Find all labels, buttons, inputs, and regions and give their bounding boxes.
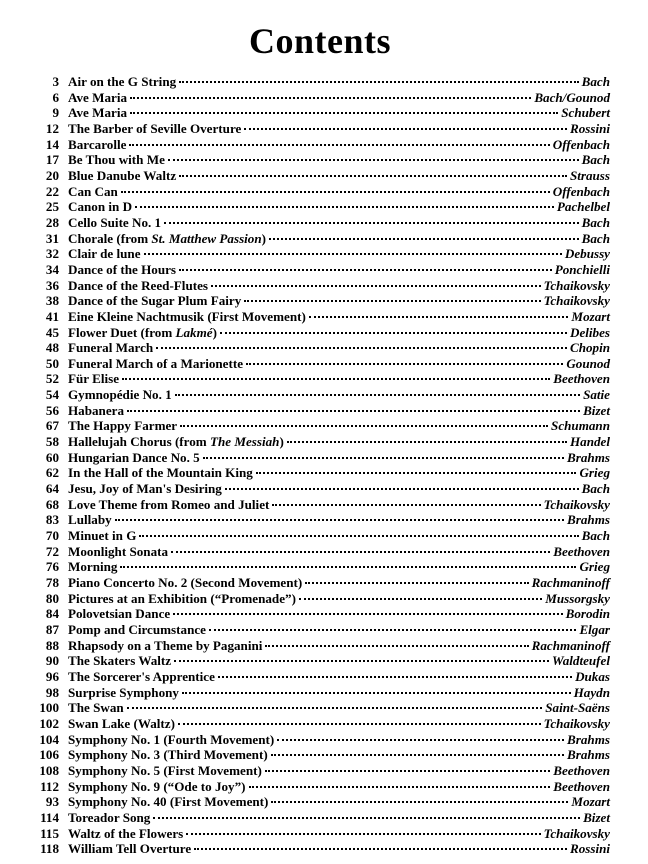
toc-entry (28, 340, 612, 356)
toc-entry (28, 779, 612, 795)
toc-title: Polovetsian Dance (68, 606, 171, 622)
toc-composer: Mozart (571, 794, 610, 810)
toc-title: Love Theme from Romeo and Juliet (68, 496, 270, 512)
toc-composer: Bizet (583, 809, 610, 825)
toc-entry (28, 810, 612, 826)
toc-entry (28, 231, 612, 247)
toc-page-number: 38 (45, 293, 59, 309)
dot-leader (171, 551, 550, 553)
toc-page-number: 100 (39, 700, 59, 716)
toc-title-part: ) (261, 230, 267, 246)
toc-entry (28, 356, 612, 372)
toc-composer: Mussorgsky (545, 590, 610, 606)
toc-composer: Grieg (579, 559, 610, 575)
toc-composer: Tchaikovsky (543, 825, 610, 841)
toc-composer: Strauss (569, 167, 610, 183)
toc-title: Hungarian Dance No. 5 (68, 449, 200, 465)
dot-leader (244, 300, 540, 302)
dot-leader (256, 472, 577, 474)
toc-title-part: Chorale (from (68, 230, 152, 246)
toc-list (28, 74, 612, 857)
dot-leader (299, 598, 542, 600)
toc-entry (28, 434, 612, 450)
toc-composer: Beethoven (553, 371, 610, 387)
toc-title (68, 434, 284, 450)
dot-leader (271, 801, 568, 803)
toc-page-number: 20 (45, 167, 59, 183)
toc-entry (28, 732, 612, 748)
toc-composer: Beethoven (553, 762, 610, 778)
dot-leader (180, 425, 548, 427)
dot-leader (272, 504, 540, 506)
toc-title-italic-part: St. Matthew Passion (151, 230, 262, 246)
toc-title: Dance of the Reed-Flutes (68, 277, 208, 293)
toc-page-number: 52 (45, 371, 59, 387)
toc-composer: Bach (581, 230, 610, 246)
toc-composer: Beethoven (553, 543, 610, 559)
toc-page-number: 88 (45, 637, 59, 653)
toc-page-number: 76 (45, 559, 59, 575)
toc-page-number: 104 (39, 731, 59, 747)
toc-page-number: 108 (39, 762, 59, 778)
dot-leader (271, 754, 564, 756)
dot-leader (265, 770, 550, 772)
toc-title: Waltz of the Flowers (68, 825, 184, 841)
toc-composer: Tchaikovsky (543, 496, 610, 512)
toc-composer: Haydn (573, 684, 610, 700)
toc-entry (28, 544, 612, 560)
toc-entry (28, 685, 612, 701)
toc-title: Moonlight Sonata (68, 543, 169, 559)
toc-composer: Debussy (564, 246, 610, 262)
toc-page-number: 80 (45, 590, 59, 606)
dot-leader (120, 566, 576, 568)
toc-entry (28, 653, 612, 669)
toc-page-number: 48 (45, 340, 59, 356)
dot-leader (220, 332, 567, 334)
dot-leader (182, 692, 571, 694)
toc-composer: Brahms (567, 731, 610, 747)
toc-title: Dance of the Sugar Plum Fairy (68, 293, 242, 309)
toc-page-number: 67 (45, 418, 59, 434)
toc-entry (28, 309, 612, 325)
toc-composer: Schubert (561, 105, 610, 121)
toc-composer: Rachmaninoff (531, 575, 610, 590)
toc-title: Swan Lake (Waltz) (68, 715, 175, 731)
toc-page-number: 93 (45, 794, 59, 810)
toc-page-number: 68 (45, 496, 59, 512)
toc-entry (28, 591, 612, 607)
dot-leader (287, 441, 567, 443)
toc-page-number: 58 (45, 434, 59, 450)
toc-page-number: 83 (45, 512, 59, 528)
toc-entry (28, 137, 612, 153)
toc-page-number: 28 (45, 214, 59, 230)
toc-title: Canon in D (68, 199, 133, 215)
toc-composer: Bach (581, 481, 610, 497)
toc-composer: Handel (569, 434, 610, 450)
toc-entry (28, 465, 612, 481)
toc-page-number: 3 (52, 74, 59, 89)
toc-page-number: 78 (45, 575, 59, 590)
toc-composer: Elgar (579, 621, 610, 637)
toc-composer: Rossini (569, 120, 610, 136)
dot-leader (156, 347, 567, 349)
toc-title: Symphony No. 40 (First Movement) (68, 794, 269, 810)
toc-entry (28, 826, 612, 842)
toc-entry (28, 481, 612, 497)
dot-leader (218, 676, 572, 678)
toc-page-number: 106 (39, 747, 59, 763)
toc-title (68, 231, 266, 247)
toc-composer: Bach (581, 74, 610, 89)
toc-page-number: 84 (45, 606, 59, 622)
toc-entry (28, 325, 612, 341)
dot-leader (173, 613, 562, 615)
toc-title: Eine Kleine Nachtmusik (First Movement) (68, 308, 306, 324)
toc-page-number: 72 (45, 543, 59, 559)
toc-page-number: 36 (45, 277, 59, 293)
toc-composer: Brahms (567, 449, 610, 465)
toc-title: Funeral March (68, 340, 154, 356)
dot-leader (139, 535, 578, 537)
toc-title: Dance of the Hours (68, 261, 177, 277)
toc-page-number: 118 (40, 841, 59, 857)
dot-leader (309, 316, 569, 318)
toc-composer: Offenbach (552, 136, 610, 152)
dot-leader (305, 582, 528, 584)
toc-composer: Mozart (571, 308, 610, 324)
toc-title: Can Can (68, 183, 118, 199)
dot-leader (211, 285, 541, 287)
dot-leader (246, 363, 563, 365)
toc-title: Pictures at an Exhibition (“Promenade”) (68, 590, 296, 606)
toc-title: Barcarolle (68, 136, 127, 152)
dot-leader (179, 269, 552, 271)
dot-leader (115, 519, 564, 521)
toc-title: Clair de lune (68, 246, 141, 262)
toc-page-number: 25 (45, 199, 59, 215)
toc-composer: Bach (581, 214, 610, 230)
toc-composer: Bizet (583, 402, 610, 418)
toc-page-number: 96 (45, 668, 59, 684)
dot-leader (130, 97, 531, 99)
toc-composer: Tchaikovsky (543, 293, 610, 309)
toc-composer: Bach (581, 528, 610, 544)
toc-title: The Swan (68, 700, 124, 716)
dot-leader (174, 660, 549, 662)
toc-page-number: 50 (45, 355, 59, 371)
toc-title: Rhapsody on a Theme by Paganini (68, 637, 263, 653)
toc-composer: Waldteufel (552, 653, 610, 669)
toc-title: Air on the G String (68, 74, 177, 89)
toc-page-number: 62 (45, 465, 59, 481)
toc-title: Jesu, Joy of Man's Desiring (68, 481, 222, 497)
toc-entry (28, 716, 612, 732)
toc-composer: Borodin (565, 606, 610, 622)
toc-title-part: ) (212, 324, 217, 340)
toc-title: Funeral March of a Marionette (68, 355, 244, 371)
dot-leader (249, 786, 551, 788)
toc-entry (28, 606, 612, 622)
toc-title-part: ) (279, 434, 284, 450)
toc-entry (28, 497, 612, 513)
toc-composer: Gounod (566, 355, 610, 371)
toc-title: Toreador Song (68, 809, 151, 825)
toc-title: Ave Maria (68, 89, 128, 105)
dot-leader (244, 128, 567, 130)
toc-composer: Grieg (579, 465, 610, 481)
toc-title: The Barber of Seville Overture (68, 120, 242, 136)
dot-leader (129, 144, 549, 146)
toc-title (68, 325, 217, 341)
toc-title: Lullaby (68, 512, 112, 528)
toc-page-number: 14 (45, 136, 59, 152)
toc-title: The Happy Farmer (68, 418, 178, 434)
toc-page-number: 70 (45, 528, 59, 544)
toc-composer: Offenbach (552, 183, 610, 199)
dot-leader (186, 833, 540, 835)
toc-page-number: 45 (45, 324, 59, 340)
toc-entry (28, 403, 612, 419)
toc-title: Pomp and Circumstance (68, 621, 206, 637)
toc-page-number: 98 (45, 684, 59, 700)
dot-leader (121, 191, 550, 193)
page-title: Contents (248, 21, 391, 61)
dot-leader (277, 739, 564, 741)
dot-leader (209, 629, 576, 631)
toc-composer: Delibes (570, 324, 610, 340)
toc-title: Minuet in G (68, 528, 137, 544)
dot-leader (127, 707, 543, 709)
dot-leader (179, 175, 567, 177)
toc-entry (28, 418, 612, 434)
toc-entry (28, 841, 612, 857)
toc-page-number: 90 (45, 653, 59, 669)
toc-page-number: 114 (40, 809, 59, 825)
toc-page-number: 41 (45, 308, 59, 324)
dot-leader (175, 394, 580, 396)
toc-title: The Skaters Waltz (68, 653, 172, 669)
toc-page-number: 54 (45, 387, 59, 403)
toc-composer: Bach (581, 152, 610, 168)
toc-entry (28, 387, 612, 403)
toc-entry (28, 747, 612, 763)
toc-entry (28, 168, 612, 184)
toc-title: Morning (68, 559, 118, 575)
toc-page-number: 87 (45, 621, 59, 637)
toc-title-part: Flower Duet (from (68, 324, 176, 340)
toc-title: Symphony No. 1 (Fourth Movement) (68, 731, 275, 747)
toc-composer: Tchaikovsky (543, 715, 610, 731)
toc-title: Für Elise (68, 371, 120, 387)
dot-leader (127, 410, 580, 412)
dot-leader (178, 723, 541, 725)
dot-leader (265, 645, 528, 647)
toc-composer: Rachmaninoff (531, 637, 610, 653)
toc-title-part: Hallelujah Chorus (from (68, 434, 210, 450)
toc-page-number: 112 (40, 778, 59, 794)
toc-composer: Satie (583, 387, 610, 403)
toc-title: Cello Suite No. 1 (68, 214, 162, 230)
toc-entry (28, 293, 612, 309)
toc-composer: Tchaikovsky (543, 277, 610, 293)
toc-entry (28, 575, 612, 591)
dot-leader (122, 378, 550, 380)
toc-page-number: 6 (52, 89, 59, 105)
toc-entry (28, 105, 612, 121)
toc-entry (28, 512, 612, 528)
toc-composer: Chopin (569, 340, 610, 356)
toc-entry (28, 763, 612, 779)
dot-leader (153, 817, 580, 819)
toc-page-number: 34 (45, 261, 59, 277)
toc-entry (28, 700, 612, 716)
toc-composer: Brahms (567, 747, 610, 763)
toc-entry (28, 246, 612, 262)
toc-title: Symphony No. 9 (“Ode to Joy”) (68, 778, 246, 794)
toc-title: The Sorcerer's Apprentice (68, 668, 215, 684)
dot-leader (135, 206, 554, 208)
toc-entry (28, 528, 612, 544)
toc-title: In the Hall of the Mountain King (68, 465, 253, 481)
toc-composer: Ponchielli (554, 261, 610, 277)
toc-title: Blue Danube Waltz (68, 167, 177, 183)
toc-entry (28, 794, 612, 810)
toc-title: Ave Maria (68, 105, 128, 121)
toc-title: Piano Concerto No. 2 (Second Movement) (68, 575, 303, 590)
dot-leader (144, 253, 562, 255)
toc-composer: Rossini (569, 841, 610, 857)
toc-entry (28, 74, 612, 90)
dot-leader (168, 159, 579, 161)
toc-composer: Pachelbel (556, 199, 610, 215)
toc-entry (28, 262, 612, 278)
toc-composer: Saint-Saëns (545, 700, 610, 716)
toc-page-number: 56 (45, 402, 59, 418)
toc-entry (28, 278, 612, 294)
toc-page-number: 31 (45, 230, 59, 246)
toc-title: Be Thou with Me (68, 152, 165, 168)
toc-composer: Bach/Gounod (534, 89, 610, 105)
toc-entry (28, 184, 612, 200)
toc-page-number: 22 (45, 183, 59, 199)
toc-page-number: 64 (45, 481, 59, 497)
toc-page-number: 9 (52, 105, 59, 121)
dot-leader (194, 848, 567, 850)
toc-entry (28, 450, 612, 466)
toc-entry (28, 199, 612, 215)
toc-title: Gymnopédie No. 1 (68, 387, 172, 403)
toc-composer: Beethoven (553, 778, 610, 794)
dot-leader (269, 238, 579, 240)
toc-entry (28, 121, 612, 137)
toc-title-italic-part: Lakmé (175, 324, 213, 340)
toc-composer: Schumann (551, 418, 610, 434)
dot-leader (130, 112, 558, 114)
toc-entry (28, 215, 612, 231)
toc-entry (28, 371, 612, 387)
toc-composer: Dukas (575, 668, 610, 684)
toc-title: Habanera (68, 402, 125, 418)
toc-entry (28, 90, 612, 106)
toc-title: Surprise Symphony (68, 684, 179, 700)
toc-entry (28, 622, 612, 638)
dot-leader (225, 488, 579, 490)
toc-title: William Tell Overture (68, 841, 192, 857)
dot-leader (164, 222, 579, 224)
toc-page-number: 12 (45, 120, 59, 136)
dot-leader (203, 457, 564, 459)
toc-entry (28, 638, 612, 654)
toc-entry (28, 152, 612, 168)
toc-composer: Brahms (567, 512, 610, 528)
toc-page-number: 17 (45, 152, 59, 168)
toc-entry (28, 669, 612, 685)
toc-title: Symphony No. 3 (Third Movement) (68, 747, 268, 763)
toc-title: Symphony No. 5 (First Movement) (68, 762, 262, 778)
toc-page-number: 60 (45, 449, 59, 465)
toc-title-italic-part: The Messiah (209, 434, 280, 450)
toc-page-number: 32 (45, 246, 59, 262)
toc-entry (28, 559, 612, 575)
toc-page-number: 115 (40, 825, 59, 841)
dot-leader (179, 81, 578, 83)
toc-page-number: 102 (39, 715, 59, 731)
